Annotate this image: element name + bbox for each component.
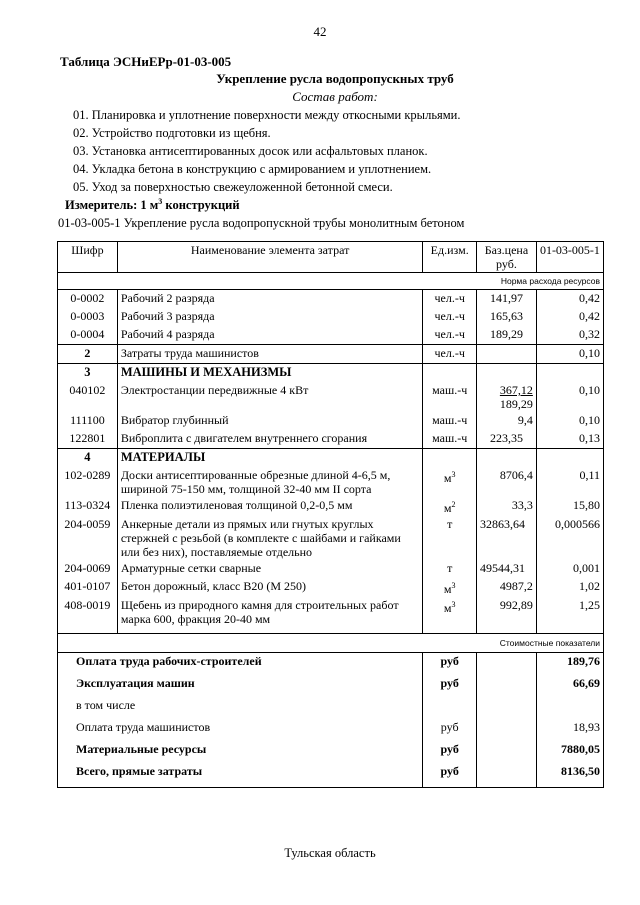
row-norm: 0,42 <box>536 308 603 326</box>
row-name: Вибратор глубинный <box>117 412 423 430</box>
row-norm: 15,80 <box>536 497 603 516</box>
row-price: 4987,2 <box>477 578 537 597</box>
row-code: 2 <box>58 345 118 364</box>
cost-row <box>58 719 604 741</box>
row-unit: т <box>423 560 477 578</box>
row-norm: 1,25 <box>536 597 603 634</box>
row-code: 0-0004 <box>58 326 118 345</box>
cost-row <box>58 675 604 697</box>
cost-name: Оплата труда машинистов <box>58 719 423 741</box>
section-row <box>58 449 604 468</box>
row-price: 49544,31 <box>477 560 537 578</box>
row-unit: чел.-ч <box>423 308 477 326</box>
cost-unit: руб <box>423 719 477 741</box>
row-price: 141,97 <box>477 290 537 309</box>
table-row <box>58 290 604 309</box>
table-row <box>58 412 604 430</box>
footer-region: Тульская область <box>284 846 376 860</box>
section-code: 3 <box>58 364 118 383</box>
table-row <box>58 516 604 560</box>
section-norm <box>536 364 603 383</box>
resources-table <box>57 241 604 788</box>
row-unit: $м^2$ <box>423 497 477 516</box>
row-code: 0-0003 <box>58 308 118 326</box>
table-row <box>58 597 604 634</box>
cost-unit: руб <box>423 675 477 697</box>
cost-unit <box>423 697 477 719</box>
cost-spacer <box>477 741 537 763</box>
row-name: Электростанции передвижные 4 кВт <box>117 382 423 412</box>
row-price-value-2: 189,29 <box>499 397 533 411</box>
header-price: Баз.цена руб. <box>477 242 537 273</box>
cost-spacer <box>477 719 537 741</box>
row-norm: 0,11 <box>536 467 603 497</box>
cost-row <box>58 697 604 719</box>
row-price: 189,29 <box>477 326 537 345</box>
table-row <box>58 308 604 326</box>
section-price <box>477 449 537 468</box>
work-item: 01. Планировка и уплотнение поверхности между откосными крыльями. <box>73 108 461 122</box>
row-name: Рабочий 4 разряда <box>117 326 423 345</box>
cost-caption-row <box>58 634 604 653</box>
cost-name: Всего, прямые затраты <box>58 763 423 788</box>
table-code: Таблица ЭСНиЕРр-01-03-005 <box>60 54 232 69</box>
norm-caption-row <box>58 273 604 290</box>
row-price: 9,4 <box>477 412 537 430</box>
cost-value <box>536 697 603 719</box>
header-name: Наименование элемента затрат <box>117 242 423 273</box>
row-name: Анкерные детали из прямых или гнутых круглых стержней с резьбой (в комплекте с шайбами и гайками или без них), поставляемые отдельно <box>117 516 423 560</box>
row-price: 992,89 <box>477 597 537 634</box>
row-unit: т <box>423 516 477 560</box>
row-code: 204-0059 <box>58 516 118 560</box>
measurer: Измеритель: 1 $м^3$ конструкций <box>65 197 240 213</box>
row-unit: чел.-ч <box>423 345 477 364</box>
work-item: 05. Уход за поверхностью свежеуложенной бетонной смеси. <box>73 180 393 194</box>
row-code: 102-0289 <box>58 467 118 497</box>
work-item: 03. Установка антисептированных досок или асфальтовых планок. <box>73 144 428 158</box>
row-code: 401-0107 <box>58 578 118 597</box>
row-unit: маш.-ч <box>423 412 477 430</box>
row-unit: $м^3$ <box>423 467 477 497</box>
cost-name: Оплата труда рабочих-строителей <box>58 653 423 676</box>
norm-caption: Норма расхода ресурсов <box>58 273 604 290</box>
cost-unit: руб <box>423 763 477 788</box>
row-norm: 1,02 <box>536 578 603 597</box>
table-row <box>58 497 604 516</box>
row-unit: чел.-ч <box>423 326 477 345</box>
row-code: 111100 <box>58 412 118 430</box>
row-price <box>477 382 537 412</box>
row-code: 040102 <box>58 382 118 412</box>
row-name: Щебень из природного камня для строительных работ марка 600, фракция 20-40 мм <box>117 597 423 634</box>
row-norm: 0,10 <box>536 382 603 412</box>
cost-spacer <box>477 653 537 676</box>
section-unit <box>423 449 477 468</box>
cost-unit: руб <box>423 741 477 763</box>
section-unit <box>423 364 477 383</box>
row-price: 223,35 <box>477 430 537 449</box>
row-name: Виброплита с двигателем внутреннего сгорания <box>117 430 423 449</box>
row-code: 113-0324 <box>58 497 118 516</box>
section-price <box>477 364 537 383</box>
cost-name: Материальные ресурсы <box>58 741 423 763</box>
cost-value: 7880,05 <box>536 741 603 763</box>
row-code: 122801 <box>58 430 118 449</box>
row-name: Арматурные сетки сварные <box>117 560 423 578</box>
row-norm: 0,42 <box>536 290 603 309</box>
row-name: Пленка полиэтиленовая толщиной 0,2-0,5 мм <box>117 497 423 516</box>
row-price: 165,63 <box>477 308 537 326</box>
row-unit: $м^3$ <box>423 578 477 597</box>
cost-spacer <box>477 697 537 719</box>
cost-name: в том числе <box>58 697 423 719</box>
section-title: МАТЕРИАЛЫ <box>117 449 423 468</box>
row-unit: чел.-ч <box>423 290 477 309</box>
header-code: Шифр <box>58 242 118 273</box>
table-row <box>58 345 604 364</box>
table-row <box>58 326 604 345</box>
row-name: Доски антисептированные обрезные длиной 4-6,5 м, шириной 75-150 мм, толщиной 32-40 мм II сорта <box>117 467 423 497</box>
table-row <box>58 382 604 412</box>
row-norm: 0,000566 <box>536 516 603 560</box>
works-subtitle: Состав работ: <box>292 89 378 104</box>
table-row <box>58 467 604 497</box>
row-price <box>477 345 537 364</box>
section-code: 4 <box>58 449 118 468</box>
row-norm: 0,10 <box>536 345 603 364</box>
cost-row <box>58 653 604 676</box>
work-item: 02. Устройство подготовки из щебня. <box>73 126 271 140</box>
row-code: 408-0019 <box>58 597 118 634</box>
cost-value: 66,69 <box>536 675 603 697</box>
row-name: Затраты труда машинистов <box>117 345 423 364</box>
row-name: Рабочий 3 разряда <box>117 308 423 326</box>
row-code: 204-0069 <box>58 560 118 578</box>
cost-spacer <box>477 763 537 788</box>
row-norm: 0,13 <box>536 430 603 449</box>
table-header <box>58 242 604 273</box>
cost-row <box>58 741 604 763</box>
row-name: Бетон дорожный, класс В20 (М 250) <box>117 578 423 597</box>
cost-row <box>58 763 604 788</box>
cost-value: 18,93 <box>536 719 603 741</box>
row-price: 33,3 <box>477 497 537 516</box>
table-row <box>58 578 604 597</box>
work-item: 04. Укладка бетона в конструкцию с армированием и уплотнением. <box>73 162 432 176</box>
row-norm: 0,32 <box>536 326 603 345</box>
table-row <box>58 430 604 449</box>
row-norm: 0,10 <box>536 412 603 430</box>
cost-caption: Стоимостные показатели <box>58 634 604 653</box>
row-price: 8706,4 <box>477 467 537 497</box>
document-title: Укрепление русла водопропускных труб <box>216 71 454 86</box>
cost-spacer <box>477 675 537 697</box>
page-number: 42 <box>313 24 327 39</box>
section-norm <box>536 449 603 468</box>
cost-value: 189,76 <box>536 653 603 676</box>
row-norm: 0,001 <box>536 560 603 578</box>
row-name: Рабочий 2 разряда <box>117 290 423 309</box>
row-unit: маш.-ч <box>423 382 477 412</box>
subcode-title: 01-03-005-1 Укрепление русла водопропускной трубы монолитным бетоном <box>58 216 465 230</box>
cost-value: 8136,50 <box>536 763 603 788</box>
row-price: 32863,64 <box>477 516 537 560</box>
cost-name: Эксплуатация машин <box>58 675 423 697</box>
section-row <box>58 364 604 383</box>
row-code: 0-0002 <box>58 290 118 309</box>
section-title: МАШИНЫ И МЕХАНИЗМЫ <box>117 364 423 383</box>
row-unit: $м^3$ <box>423 597 477 634</box>
row-unit: маш.-ч <box>423 430 477 449</box>
row-price-value: 367,12 <box>499 383 533 397</box>
cost-unit: руб <box>423 653 477 676</box>
table-row <box>58 560 604 578</box>
header-unit: Ед.изм. <box>423 242 477 273</box>
header-norm: 01-03-005-1 <box>536 242 603 273</box>
